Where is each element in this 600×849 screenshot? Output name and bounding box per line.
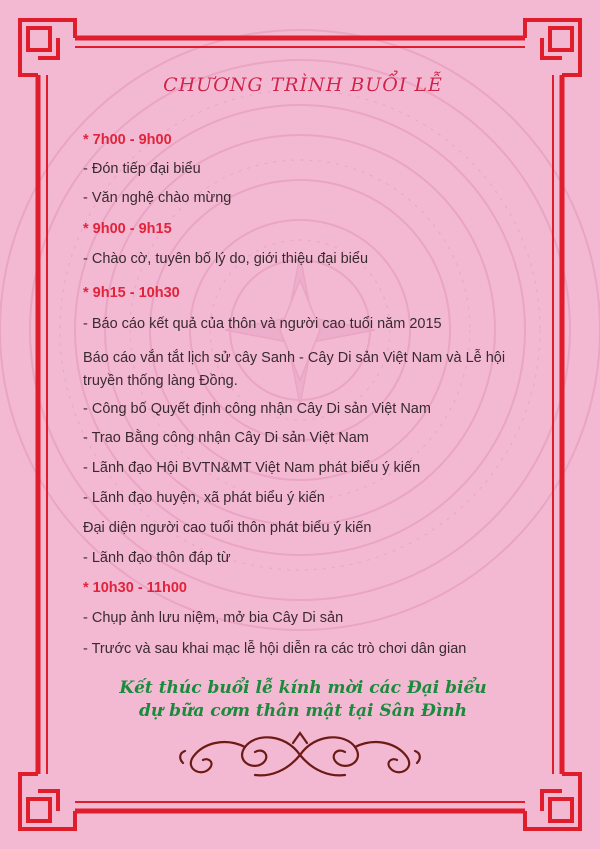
program-item: - Công bố Quyết định công nhận Cây Di sản Việt Nam	[83, 401, 431, 417]
program-item: - Báo cáo kết quả của thôn và người cao tuổi năm 2015	[83, 316, 442, 332]
program-item: - Trước và sau khai mạc lễ hội diễn ra các trò chơi dân gian	[83, 641, 467, 657]
time-slot: * 10h30 - 11h00	[83, 580, 187, 596]
closing-line-1: Kết thúc buổi lễ kính mời các Đại biểu	[119, 678, 487, 698]
page-title: CHƯƠNG TRÌNH BUỔI LỄ	[163, 74, 443, 96]
program-item: - Lãnh đạo thôn đáp từ	[83, 550, 231, 566]
program-item: Đại diện người cao tuổi thôn phát biểu ý kiến	[83, 520, 372, 536]
program-item: - Chụp ảnh lưu niệm, mở bia Cây Di sản	[83, 610, 344, 626]
program-item: - Lãnh đạo Hội BVTN&MT Việt Nam phát biểu ý kiến	[83, 460, 421, 476]
program-item: Báo cáo vắn tắt lịch sử cây Sanh - Cây Di sản Việt Nam và Lễ hội truyền thống làng Đồng.	[83, 350, 506, 389]
flourish-ornament	[175, 725, 425, 785]
program-item: - Đón tiếp đại biểu	[83, 161, 201, 177]
closing-line-2: dự bữa cơm thân mật tại Sân Đình	[138, 701, 468, 721]
program-item: - Lãnh đạo huyện, xã phát biểu ý kiến	[83, 490, 325, 506]
program-item: - Chào cờ, tuyên bố lý do, giới thiệu đại biểu	[83, 251, 369, 267]
program-item: - Văn nghệ chào mừng	[83, 190, 232, 206]
time-slot: * 9h00 - 9h15	[83, 221, 172, 237]
closing-invitation	[83, 677, 523, 723]
time-slot: * 7h00 - 9h00	[83, 132, 172, 148]
program-item: - Trao Bằng công nhận Cây Di sản Việt Nam	[83, 430, 369, 446]
time-slot: * 9h15 - 10h30	[83, 285, 180, 301]
